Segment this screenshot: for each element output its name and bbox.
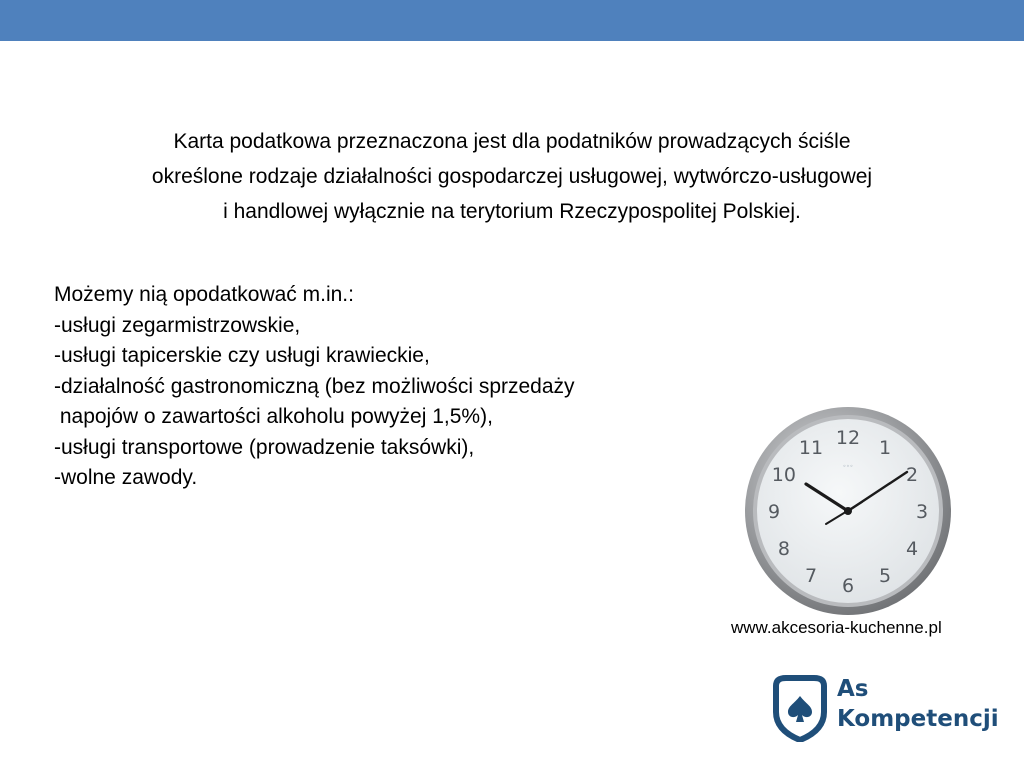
clock-numeral: 9 [767,501,781,523]
clock-brand-mark: ◦◦◦ [842,463,854,470]
list-item: napojów o zawartości alkoholu powyżej 1,5%), [54,405,493,428]
list-item: -usługi tapicerskie czy usługi krawieckie, [54,344,430,367]
clock-image [744,406,952,616]
intro-line: określone rodzaje działalności gospodarczej usługowej, wytwórczo-usługowej [151,165,873,188]
clock-center-cap [844,507,852,515]
clock-numeral: 4 [906,538,919,560]
services-list [54,280,734,494]
list-item: -działalność gastronomiczną (bez możliwości sprzedaży [54,374,575,398]
intro-paragraph [40,124,984,229]
clock-numeral: 3 [915,501,929,523]
list-heading: Możemy nią opodatkować m.in.: [54,283,354,306]
logo-line-1: As [837,676,869,702]
clock-numeral: 6 [841,575,855,597]
clock-numeral: 11 [798,436,824,459]
clock-numeral: 1 [878,436,892,459]
source-link[interactable]: www.akcesoria-kuchenne.pl [731,618,942,637]
top-bar [0,0,1024,41]
intro-line: Karta podatkowa przeznaczona jest dla podatników prowadzących ściśle [173,130,851,153]
logo-line-2: Kompetencji [837,706,999,732]
logo-text [837,674,999,734]
clock-numeral: 7 [804,565,818,588]
clock-numeral: 5 [878,565,892,588]
spade-shield-icon [770,672,830,742]
as-kompetencji-logo [770,672,1000,742]
intro-line: i handlowej wyłącznie na terytorium Rzeczypospolitej Polskiej. [223,200,801,223]
wall-clock-icon [744,406,952,616]
list-item: -wolne zawody. [54,466,198,489]
clock-numeral: 10 [771,464,796,486]
clock-numeral: 2 [906,464,919,486]
list-item: -usługi zegarmistrzowskie, [54,313,301,337]
clock-numeral: 8 [777,538,790,560]
list-item: -usługi transportowe (prowadzenie taksówki), [54,435,475,459]
clock-numeral: 12 [835,427,861,449]
